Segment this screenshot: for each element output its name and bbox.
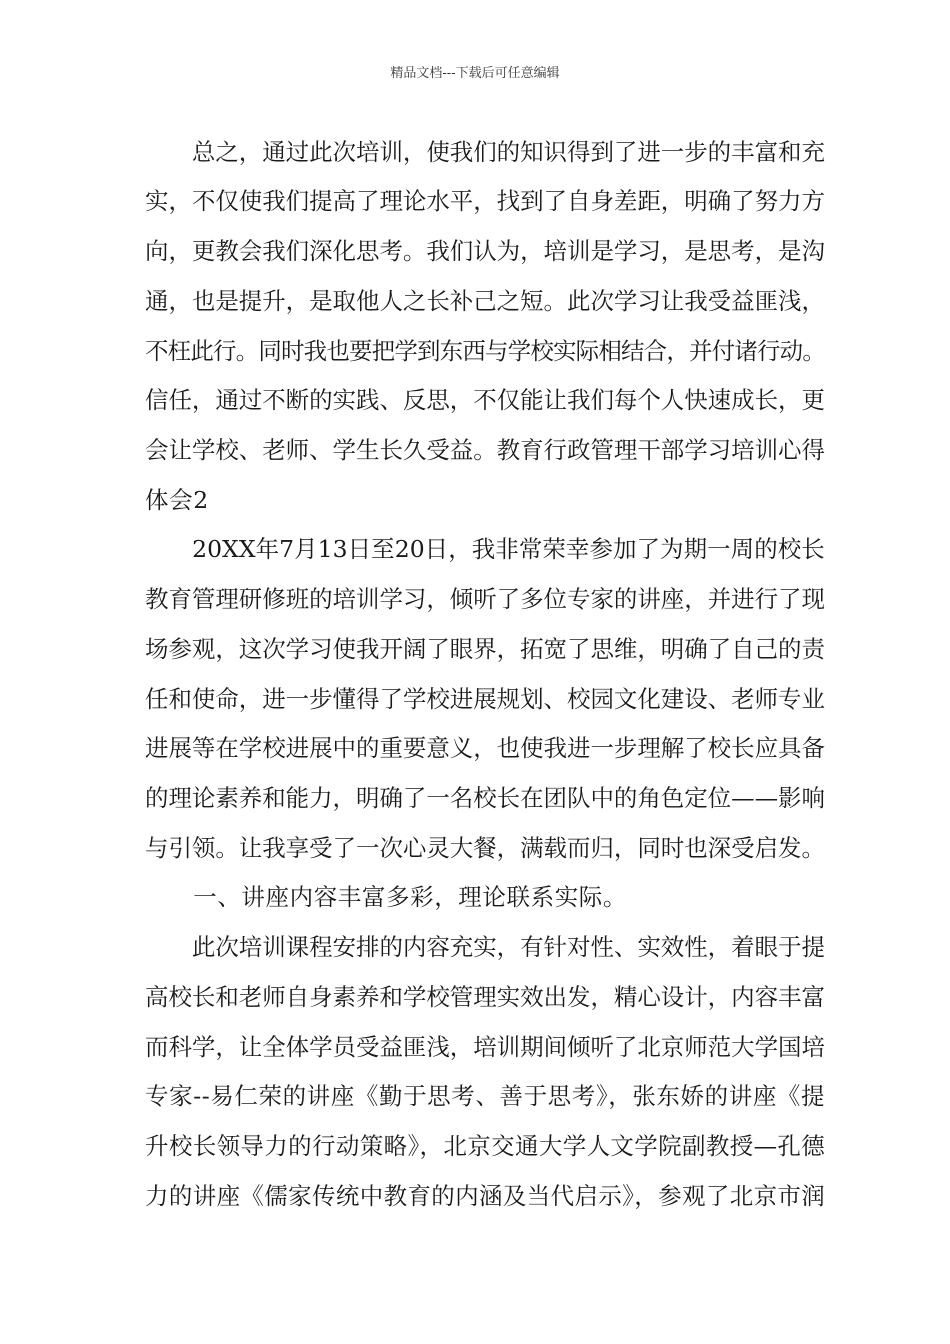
text-line: 教育管理研修班的培训学习，倾听了多位专家的讲座，并进行了现 (145, 585, 825, 613)
text-line: 体会2 (145, 486, 209, 514)
text-line: 实，不仅使我们提高了理论水平，找到了自身差距，明确了努力方 (145, 187, 825, 215)
text-line: 进展等在学校进展中的重要意义，也使我进一步理解了校长应具备 (145, 734, 825, 762)
page-header: 精品文档---下载后可任意编辑 (390, 66, 560, 81)
text-line: 的理论素养和能力，明确了一名校长在团队中的角色定位——影响 (145, 784, 825, 812)
text-line: 此次培训课程安排的内容充实，有针对性、实效性，着眼于提 (145, 933, 825, 961)
text-line: 专家--易仁荣的讲座《勤于思考、善于思考》，张东娇的讲座《提 (145, 1082, 826, 1110)
text-line: 总之，通过此次培训，使我们的知识得到了进一步的丰富和充 (145, 138, 825, 166)
text-line: 任和使命，进一步懂得了学校进展规划、校园文化建设、老师专业 (145, 685, 825, 713)
text-line: 向，更教会我们深化思考。我们认为，培训是学习，是思考，是沟 (145, 237, 825, 265)
text-line: 升校长领导力的行动策略》，北京交通大学人文学院副教授—孔德 (145, 1132, 826, 1160)
text-line: 力的讲座《儒家传统中教育的内涵及当代启示》，参观了北京市润 (145, 1182, 826, 1210)
text-line: 不枉此行。同时我也要把学到东西与学校实际相结合，并付诸行动。 (145, 337, 825, 365)
text-line: 与引领。让我享受了一次心灵大餐，满载而归，同时也深受启发。 (145, 834, 825, 862)
text-line: 通，也是提升，是取他人之长补己之短。此次学习让我受益匪浅， (145, 287, 825, 315)
text-line: 信任，通过不断的实践、反思，不仅能让我们每个人快速成长，更 (145, 386, 825, 414)
text-line: 而科学，让全体学员受益匪浅，培训期间倾听了北京师范大学国培 (145, 1033, 825, 1061)
text-line: 场参观，这次学习使我开阔了眼界，拓宽了思维，明确了自己的责 (145, 635, 825, 663)
text-line: 20XX年7月13日至20日，我非常荣幸参加了为期一周的校长 (145, 535, 825, 563)
text-line: 高校长和老师自身素养和学校管理实效出发，精心设计，内容丰富 (145, 983, 825, 1011)
text-line: 会让学校、老师、学生长久受益。教育行政管理干部学习培训心得 (145, 436, 825, 464)
text-line: 一、讲座内容丰富多彩，理论联系实际。 (145, 883, 627, 911)
